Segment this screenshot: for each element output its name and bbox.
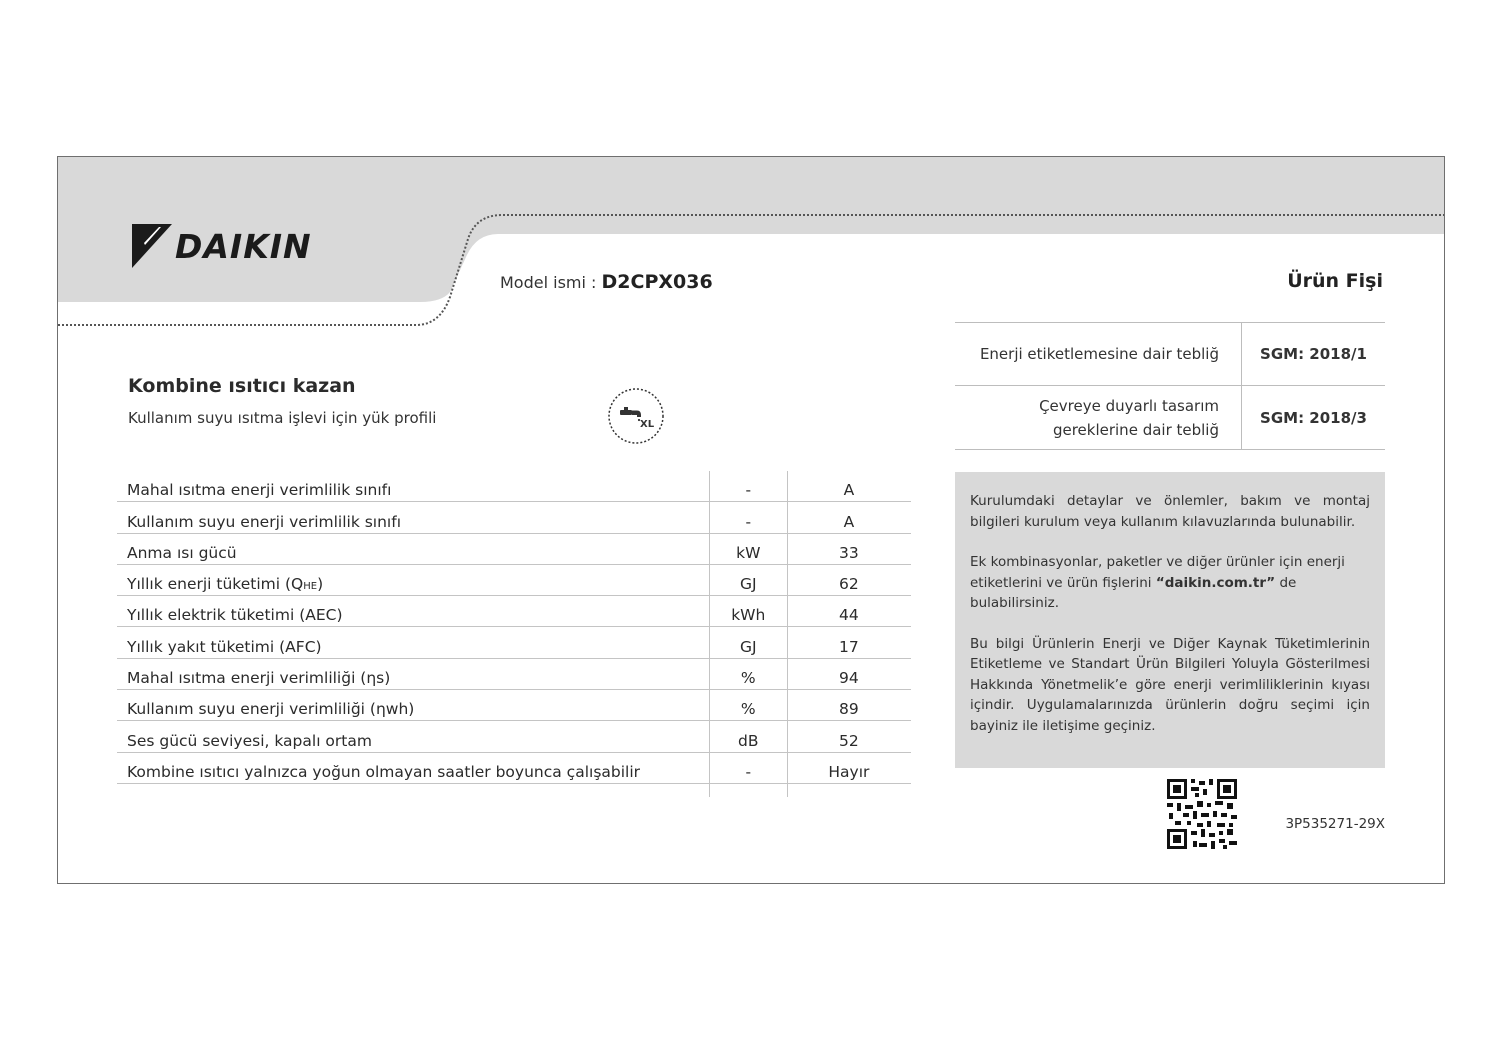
regulation-row — [955, 323, 1385, 386]
regulation-value: SGM: 2018/3 — [1242, 386, 1386, 450]
spec-unit: GJ — [710, 627, 787, 658]
spec-name: Yıllık yakıt tüketimi (AFC) — [117, 627, 710, 658]
spec-name: Anma ısı gücü — [117, 533, 710, 564]
water-tap-load-profile-icon — [607, 387, 665, 445]
regulation-row — [955, 386, 1385, 450]
spec-table-wrapper — [117, 471, 911, 799]
spec-name-main: Yıllık enerji tüketimi (Q — [127, 575, 304, 594]
spec-unit: % — [710, 658, 787, 689]
regulation-value: SGM: 2018/1 — [1242, 323, 1386, 386]
spec-value: 33 — [787, 533, 911, 564]
column-divider — [709, 471, 710, 797]
spec-value: A — [787, 502, 911, 533]
page-title: Ürün Fişi — [1287, 270, 1383, 292]
spec-name: Mahal ısıtma enerji verimliliği (ηs) — [117, 658, 710, 689]
model-name — [500, 271, 713, 293]
info-text: Ek kombinasyonlar, paketler ve diğer ürünler için enerji etiketlerini ve ürün fişlerini — [970, 554, 1345, 591]
product-subtitle: Kullanım suyu ısıtma işlevi için yük profili — [128, 409, 437, 427]
load-profile-label: XL — [640, 419, 655, 430]
info-paragraph — [970, 552, 1370, 614]
info-paragraph: Bu bilgi Ürünlerin Enerji ve Diğer Kaynak Tüketimlerinin Etiketleme ve Standart Ürün Bilgileri Yoluyla Gösterilmesi Hakkında Yönetmelik’e göre enerji verimliliklerinin kıyası içindir. Uygulamalarınızda ürünlerin doğru seçimi için bayiniz ile iletişime geçiniz. — [970, 635, 1370, 734]
model-value: D2CPX036 — [601, 271, 713, 293]
spec-name: Kullanım suyu enerji verimlilik sınıfı — [117, 502, 710, 533]
table-row — [117, 471, 911, 502]
column-divider — [787, 471, 788, 797]
table-row — [117, 502, 911, 533]
spec-name-subscript: HE — [303, 581, 318, 593]
spec-value: 52 — [787, 721, 911, 752]
spec-unit: kWh — [710, 596, 787, 627]
table-row — [117, 627, 911, 658]
info-paragraph: Kurulumdaki detaylar ve önlemler, bakım ve montaj bilgileri kurulum veya kullanım kılavuzlarında bulunabilir. — [970, 493, 1370, 530]
document-code: 3P535271-29X — [1285, 816, 1385, 832]
spec-unit: - — [710, 502, 787, 533]
brand-name: DAIKIN — [175, 226, 312, 266]
table-row — [117, 721, 911, 752]
spec-unit: kW — [710, 533, 787, 564]
spec-name: Ses gücü seviyesi, kapalı ortam — [117, 721, 710, 752]
regulation-label-line2: gereklerine dair tebliğ — [1052, 420, 1219, 439]
table-row — [117, 690, 911, 721]
regulation-label-line1: Çevreye duyarlı tasarım — [1039, 396, 1219, 415]
table-row — [117, 658, 911, 689]
spec-unit: GJ — [710, 564, 787, 595]
table-row — [117, 596, 911, 627]
product-fiche-card — [57, 156, 1445, 884]
daikin-logo-mark-icon — [132, 224, 172, 268]
regulation-table — [955, 322, 1385, 450]
table-spacer-row — [117, 783, 911, 816]
spec-value: 17 — [787, 627, 911, 658]
product-title: Kombine ısıtıcı kazan — [128, 375, 356, 397]
spec-value: A — [787, 471, 911, 502]
spec-value: Hayır — [787, 752, 911, 783]
spec-unit: - — [710, 471, 787, 502]
spec-value: 89 — [787, 690, 911, 721]
regulation-label — [955, 386, 1242, 450]
spec-name — [117, 564, 710, 595]
spec-name: Kombine ısıtıcı yalnızca yoğun olmayan saatler boyunca çalışabilir — [117, 752, 710, 783]
daikin-logo — [132, 224, 312, 268]
table-row — [117, 564, 911, 595]
spec-unit: - — [710, 752, 787, 783]
spec-value: 44 — [787, 596, 911, 627]
info-box — [955, 472, 1385, 768]
table-row — [117, 752, 911, 783]
spec-name: Kullanım suyu enerji verimliliği (ηwh) — [117, 690, 710, 721]
info-text: de bulabilirsiniz. — [970, 574, 1297, 611]
spec-unit: % — [710, 690, 787, 721]
spec-name-tail: ) — [317, 575, 324, 594]
spec-table — [117, 471, 911, 816]
spec-name: Yıllık elektrik tüketimi (AEC) — [117, 596, 710, 627]
spec-unit: dB — [710, 721, 787, 752]
qr-code-icon[interactable] — [1167, 779, 1237, 849]
website-link[interactable]: “daikin.com.tr” — [1155, 574, 1276, 591]
spec-value: 62 — [787, 564, 911, 595]
table-row — [117, 533, 911, 564]
spec-value: 94 — [787, 658, 911, 689]
spec-name: Mahal ısıtma enerji verimlilik sınıfı — [117, 471, 710, 502]
regulation-label: Enerji etiketlemesine dair tebliğ — [955, 323, 1242, 386]
model-label: Model ismi : — [500, 273, 597, 292]
